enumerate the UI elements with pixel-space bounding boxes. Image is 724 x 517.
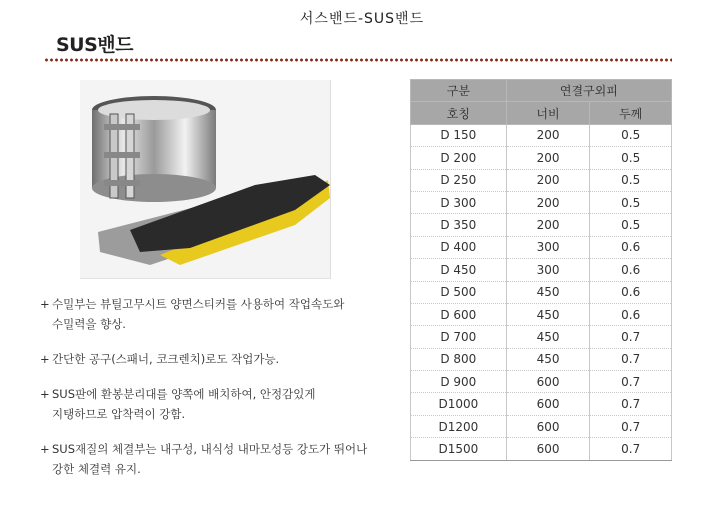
cell-thickness: 0.5 <box>590 169 672 191</box>
cell-nominal: D 700 <box>411 326 507 348</box>
cell-thickness: 0.6 <box>590 236 672 258</box>
table-row <box>411 326 672 348</box>
note-line: 지탱하므로 압착력이 강함. <box>52 407 186 421</box>
cell-width: 600 <box>506 371 590 393</box>
table-row <box>411 259 672 281</box>
cell-nominal: D 350 <box>411 214 507 236</box>
cell-width: 450 <box>506 326 590 348</box>
cell-thickness: 0.6 <box>590 281 672 303</box>
cell-nominal: D1200 <box>411 415 507 437</box>
page-title: 서스밴드-SUS밴드 <box>299 11 425 27</box>
cell-nominal: D1500 <box>411 438 507 460</box>
table-row <box>411 169 672 191</box>
table-header-row <box>411 80 672 102</box>
note-bullet: + <box>40 297 50 311</box>
cell-nominal: D 800 <box>411 348 507 370</box>
cell-nominal: D1000 <box>411 393 507 415</box>
feature-note <box>40 349 385 369</box>
header-width: 너비 <box>506 102 590 124</box>
note-bullet: + <box>40 352 50 366</box>
table-subheader-row <box>411 102 672 124</box>
cell-thickness: 0.7 <box>590 348 672 370</box>
table-row <box>411 348 672 370</box>
cell-width: 200 <box>506 147 590 169</box>
clamp-bolt-top <box>104 124 140 130</box>
cell-nominal: D 400 <box>411 236 507 258</box>
section-title: SUS밴드 <box>56 34 134 56</box>
cell-thickness: 0.5 <box>590 147 672 169</box>
cell-width: 300 <box>506 259 590 281</box>
clamp-bolt-middle <box>104 152 140 158</box>
cell-width: 450 <box>506 281 590 303</box>
cell-width: 200 <box>506 191 590 213</box>
table-row <box>411 281 672 303</box>
cell-nominal: D 300 <box>411 191 507 213</box>
table-row <box>411 214 672 236</box>
cell-width: 450 <box>506 348 590 370</box>
table-row <box>411 303 672 325</box>
cell-thickness: 0.5 <box>590 191 672 213</box>
dotted-divider <box>44 58 672 62</box>
note-bullet: + <box>40 387 50 401</box>
cell-thickness: 0.7 <box>590 415 672 437</box>
feature-note <box>40 384 385 424</box>
cell-nominal: D 500 <box>411 281 507 303</box>
cell-thickness: 0.5 <box>590 124 672 146</box>
cell-thickness: 0.6 <box>590 259 672 281</box>
note-line: 간단한 공구(스패너, 코크렌치)로도 작업가능. <box>52 352 280 366</box>
cell-thickness: 0.7 <box>590 438 672 460</box>
cell-thickness: 0.7 <box>590 326 672 348</box>
cell-width: 600 <box>506 415 590 437</box>
feature-note <box>40 294 385 334</box>
cell-thickness: 0.7 <box>590 371 672 393</box>
cell-width: 200 <box>506 124 590 146</box>
header-cover: 연결구외피 <box>506 80 671 102</box>
cell-nominal: D 200 <box>411 147 507 169</box>
table-row <box>411 393 672 415</box>
header-category: 구분 <box>411 80 507 102</box>
cell-nominal: D 450 <box>411 259 507 281</box>
feature-notes <box>40 294 385 494</box>
table-row <box>411 415 672 437</box>
clamp-bolt-bottom <box>104 180 140 186</box>
table-row <box>411 191 672 213</box>
cell-width: 600 <box>506 393 590 415</box>
product-photo <box>80 80 331 279</box>
note-line: 수밀부는 뷰틸고무시트 양면스티커를 사용하여 작업속도와 <box>52 297 345 311</box>
feature-note <box>40 439 385 479</box>
sus-band-illustration <box>80 80 330 278</box>
note-line: 강한 체결력 유지. <box>52 462 141 476</box>
cell-nominal: D 150 <box>411 124 507 146</box>
table-row <box>411 236 672 258</box>
cell-width: 600 <box>506 438 590 460</box>
header-nominal: 호칭 <box>411 102 507 124</box>
cell-thickness: 0.7 <box>590 393 672 415</box>
note-line: SUS판에 환봉분리대를 양쪽에 배치하여, 안정감있게 <box>52 387 316 401</box>
header-thickness: 두께 <box>590 102 672 124</box>
cell-width: 300 <box>506 236 590 258</box>
table-row <box>411 124 672 146</box>
cell-thickness: 0.5 <box>590 214 672 236</box>
cell-width: 200 <box>506 214 590 236</box>
cell-thickness: 0.6 <box>590 303 672 325</box>
cell-width: 450 <box>506 303 590 325</box>
cell-nominal: D 600 <box>411 303 507 325</box>
table-row <box>411 371 672 393</box>
note-line: 수밀력을 향상. <box>52 317 126 331</box>
table-row <box>411 438 672 460</box>
note-bullet: + <box>40 442 50 456</box>
cell-nominal: D 250 <box>411 169 507 191</box>
cell-nominal: D 900 <box>411 371 507 393</box>
table-row <box>411 147 672 169</box>
note-line: SUS재질의 체결부는 내구성, 내식성 내마모성등 강도가 뛰어나 <box>52 442 368 456</box>
spec-table <box>410 79 672 461</box>
cell-width: 200 <box>506 169 590 191</box>
